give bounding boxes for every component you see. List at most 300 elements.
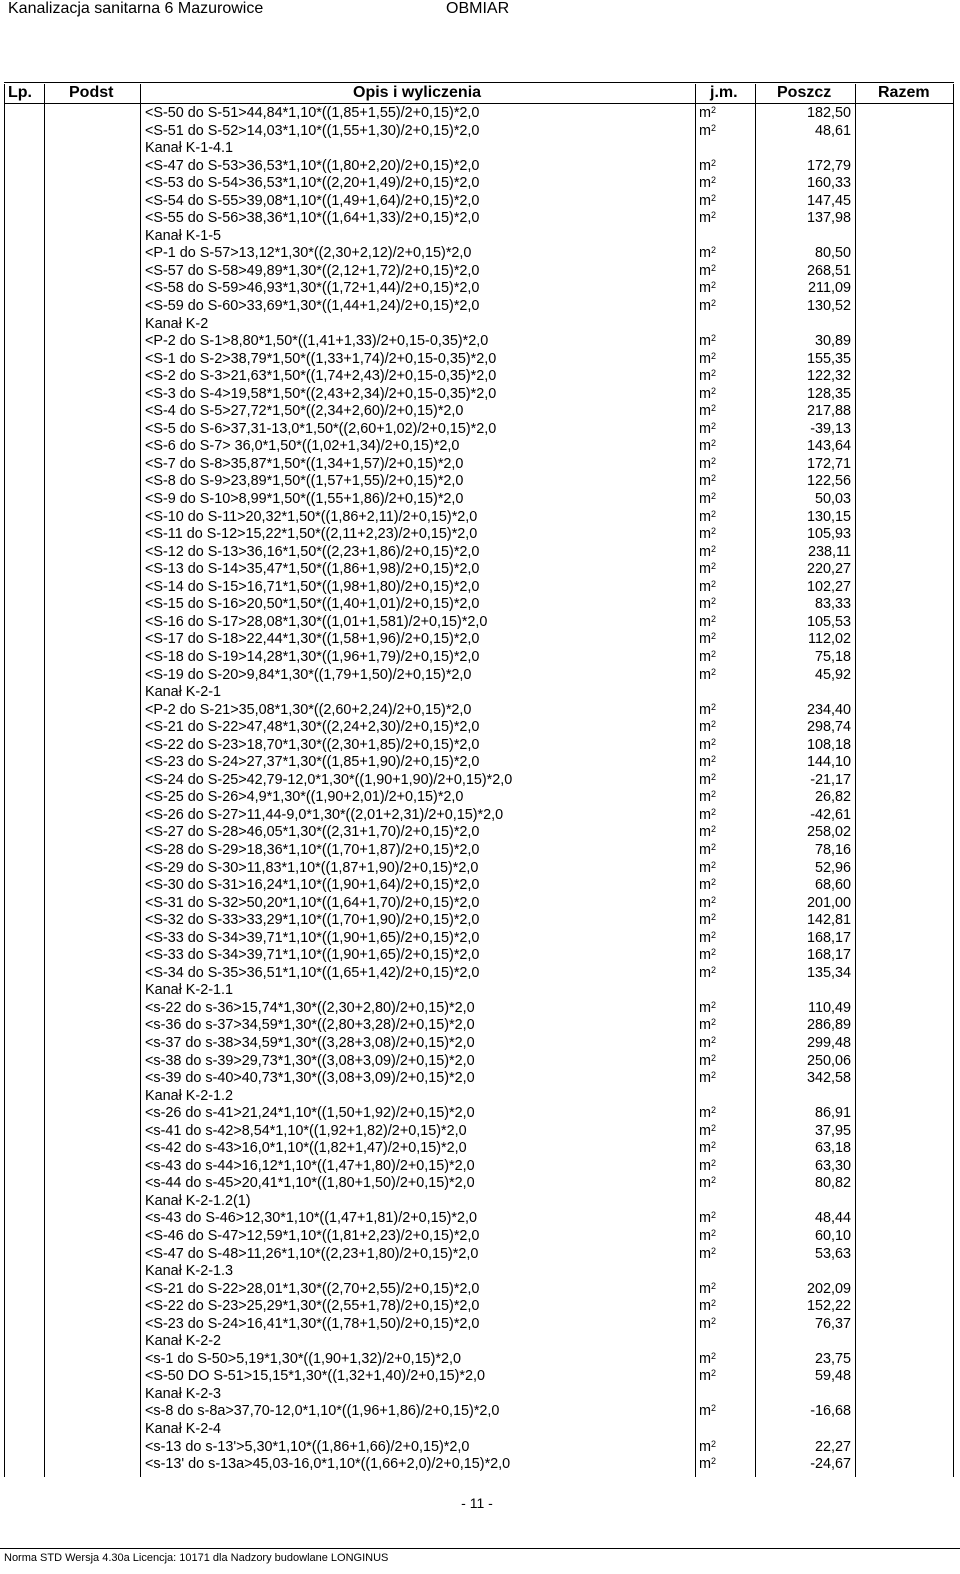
row-unit [699, 403, 716, 421]
row-description: <S-23 do S-24>27,37*1,30*((1,85+1,90)/2+0,15)*2,0 [145, 754, 480, 771]
row-unit-exponent: 2 [711, 1350, 717, 1361]
row-unit-base: m [699, 1438, 711, 1455]
table-row [0, 333, 960, 351]
row-unit-base: m [699, 1368, 711, 1385]
row-unit [699, 860, 716, 878]
row-description: <s-43 do S-46>12,30*1,10*((1,47+1,81)/2+0,15)*2,0 [145, 1210, 478, 1227]
row-description: <S-29 do S-30>11,83*1,10*((1,87+1,90)/2+0,15)*2,0 [145, 859, 479, 876]
row-description: <S-15 do S-16>20,50*1,50*((1,40+1,01)/2+0,15)*2,0 [145, 596, 480, 613]
row-description: <S-22 do S-23>18,70*1,30*((2,30+1,85)/2+0,15)*2,0 [145, 736, 480, 753]
row-unit-exponent: 2 [711, 403, 717, 414]
row-unit-exponent: 2 [711, 1070, 717, 1081]
row-quantity: 152,22 [806, 1298, 851, 1315]
row-quantity: 110,49 [808, 999, 851, 1016]
row-unit [699, 737, 716, 755]
row-unit-exponent: 2 [711, 105, 717, 115]
row-description: <S-7 do S-8>35,87*1,50*((1,34+1,57)/2+0,15)*2,0 [145, 455, 464, 472]
row-description: <S-47 do S-53>36,53*1,10*((1,80+2,20)/2+0,15)*2,0 [145, 157, 480, 174]
row-unit [699, 105, 716, 123]
row-description: <S-11 do S-12>15,22*1,50*((2,11+2,23)/2+0,15)*2,0 [145, 526, 478, 543]
table-row [0, 807, 960, 825]
row-quantity: 168,17 [806, 929, 851, 946]
row-quantity: 342,58 [806, 1070, 851, 1087]
table-row [0, 1210, 960, 1228]
row-unit-exponent: 2 [711, 280, 717, 291]
table-row [0, 456, 960, 474]
row-unit-base: m [699, 543, 711, 560]
row-unit-exponent: 2 [711, 333, 717, 344]
row-unit [699, 631, 716, 649]
row-unit-exponent: 2 [711, 210, 717, 221]
row-unit [699, 386, 716, 404]
header-lp: Lp. [8, 84, 32, 101]
row-unit [699, 912, 716, 930]
row-unit [699, 1158, 716, 1176]
row-unit-base: m [699, 859, 711, 876]
footer-divider [0, 1548, 960, 1549]
row-unit-base: m [699, 719, 711, 736]
row-description: Kanał K-2-1.1 [145, 982, 233, 999]
row-unit [699, 1123, 716, 1141]
table-row [0, 544, 960, 562]
row-unit-exponent: 2 [711, 701, 717, 712]
row-quantity: 23,75 [814, 1350, 851, 1367]
row-unit-exponent: 2 [711, 877, 717, 888]
row-unit-base: m [699, 1034, 711, 1051]
row-quantity: 30,89 [814, 333, 851, 350]
row-unit [699, 245, 716, 263]
row-unit-base: m [699, 1052, 711, 1069]
row-quantity: 172,79 [806, 157, 851, 174]
row-unit-base: m [699, 1456, 711, 1473]
table-row [0, 263, 960, 281]
row-description: <s-42 do s-43>16,0*1,10*((1,82+1,47)/2+0,15)*2,0 [145, 1140, 467, 1157]
row-unit-base: m [699, 1298, 711, 1315]
table-row [0, 719, 960, 737]
row-quantity: 211,09 [808, 280, 851, 297]
row-description: <S-28 do S-29>18,36*1,10*((1,70+1,87)/2+0,15)*2,0 [145, 841, 480, 858]
row-quantity: 86,91 [814, 1105, 851, 1122]
row-unit-base: m [699, 648, 711, 665]
row-unit-base: m [699, 736, 711, 753]
row-unit-exponent: 2 [711, 964, 717, 975]
table-row [0, 912, 960, 930]
row-unit [699, 877, 716, 895]
table-row [0, 1140, 960, 1158]
row-unit [699, 1070, 716, 1088]
row-unit [699, 596, 716, 614]
row-unit-exponent: 2 [711, 666, 717, 677]
row-quantity: 143,64 [806, 438, 851, 455]
row-quantity: 299,48 [806, 1034, 851, 1051]
row-quantity: -16,68 [810, 1403, 851, 1420]
row-unit-base: m [699, 438, 711, 455]
row-unit-exponent: 2 [711, 859, 717, 870]
row-description: <s-36 do s-37>34,59*1,30*((2,80+3,28)/2+0,15)*2,0 [145, 1017, 475, 1034]
row-unit [699, 298, 716, 316]
table-header-border [4, 103, 954, 104]
row-quantity: 68,60 [814, 877, 851, 894]
row-unit-base: m [699, 192, 711, 209]
table-row [0, 1175, 960, 1193]
row-unit [699, 1368, 716, 1386]
row-unit-exponent: 2 [711, 420, 717, 431]
table-row [0, 877, 960, 895]
row-unit [699, 614, 716, 632]
table-row [0, 1017, 960, 1035]
row-unit [699, 965, 716, 983]
row-unit [699, 754, 716, 772]
header-poszcz: Poszcz [777, 84, 832, 101]
row-unit-exponent: 2 [711, 929, 717, 940]
row-unit-exponent: 2 [711, 245, 717, 256]
row-quantity: 60,10 [814, 1228, 851, 1244]
row-unit-exponent: 2 [711, 491, 717, 502]
row-description: <S-33 do S-34>39,71*1,10*((1,90+1,65)/2+0,15)*2,0 [145, 947, 480, 964]
row-description: <S-50 do S-51>44,84*1,10*((1,85+1,55)/2+0,15)*2,0 [145, 105, 480, 121]
row-unit-exponent: 2 [711, 806, 717, 817]
row-unit-base: m [699, 789, 711, 806]
row-unit-exponent: 2 [711, 1105, 717, 1116]
table-row [0, 245, 960, 263]
row-unit [699, 1105, 716, 1123]
table-row [0, 1403, 960, 1421]
row-unit-exponent: 2 [711, 1034, 717, 1045]
row-quantity: 105,93 [806, 526, 851, 543]
row-quantity: 217,88 [806, 403, 851, 420]
row-unit-base: m [699, 122, 711, 139]
row-unit-base: m [699, 596, 711, 613]
row-unit-exponent: 2 [711, 771, 717, 782]
table-row [0, 789, 960, 807]
table-row [0, 1035, 960, 1053]
row-unit-exponent: 2 [711, 912, 717, 923]
table-row [0, 649, 960, 667]
row-unit [699, 175, 716, 193]
table-row [0, 1193, 960, 1211]
row-unit [699, 947, 716, 965]
row-unit [699, 719, 716, 737]
row-description: <S-26 do S-27>11,44-9,0*1,30*((2,01+2,31)/2+0,15)*2,0 [145, 806, 504, 823]
row-quantity: -42,61 [810, 806, 851, 823]
row-description: <S-21 do S-22>47,48*1,30*((2,24+2,30)/2+0,15)*2,0 [145, 719, 480, 736]
row-unit-exponent: 2 [711, 1298, 717, 1309]
row-description: <S-51 do S-52>14,03*1,10*((1,55+1,30)/2+0,15)*2,0 [145, 122, 480, 139]
row-quantity: 168,17 [806, 947, 851, 964]
row-unit [699, 1210, 716, 1228]
row-unit-base: m [699, 298, 711, 315]
row-description: <S-34 do S-35>36,51*1,10*((1,65+1,42)/2+0,15)*2,0 [145, 964, 480, 981]
table-row [0, 667, 960, 685]
row-unit-base: m [699, 403, 711, 420]
table-row [0, 982, 960, 1000]
row-unit-exponent: 2 [711, 473, 717, 484]
row-unit [699, 807, 716, 825]
row-unit-exponent: 2 [711, 526, 717, 537]
row-description: Kanał K-2-1.3 [145, 1263, 233, 1280]
row-unit-base: m [699, 1210, 711, 1227]
row-unit [699, 1140, 716, 1158]
row-quantity: 128,35 [806, 385, 851, 402]
row-unit [699, 561, 716, 579]
row-unit-exponent: 2 [711, 894, 717, 905]
row-unit-exponent: 2 [711, 1280, 717, 1291]
row-unit [699, 491, 716, 509]
table-row [0, 298, 960, 316]
table-row [0, 1421, 960, 1439]
table-row [0, 403, 960, 421]
row-unit-exponent: 2 [711, 754, 717, 765]
row-unit [699, 824, 716, 842]
row-unit-base: m [699, 1315, 711, 1332]
header-jm: j.m. [710, 84, 738, 101]
row-unit [699, 579, 716, 597]
row-unit-exponent: 2 [711, 947, 717, 958]
row-quantity: 59,48 [814, 1368, 851, 1385]
table-row [0, 1368, 960, 1386]
row-unit-base: m [699, 877, 711, 894]
row-unit-base: m [699, 1140, 711, 1157]
row-description: Kanał K-2-3 [145, 1385, 221, 1402]
row-description: <s-1 do S-50>5,19*1,30*((1,90+1,32)/2+0,15)*2,0 [145, 1350, 462, 1367]
table-row [0, 1439, 960, 1457]
row-unit-base: m [699, 929, 711, 946]
row-unit-base: m [699, 1122, 711, 1139]
row-unit [699, 842, 716, 860]
page-number: - 11 - [461, 1495, 493, 1511]
row-description: Kanał K-2 [145, 315, 209, 332]
header-opis: Opis i wyliczenia [353, 84, 482, 101]
row-unit [699, 421, 716, 439]
row-unit-exponent: 2 [711, 1017, 717, 1028]
row-quantity: 83,33 [814, 596, 851, 613]
row-quantity: 130,52 [806, 298, 851, 315]
row-unit-exponent: 2 [711, 508, 717, 519]
row-description: <S-13 do S-14>35,47*1,50*((1,86+1,98)/2+0,15)*2,0 [145, 561, 480, 578]
row-description: <S-25 do S-26>4,9*1,30*((1,90+2,01)/2+0,15)*2,0 [145, 789, 464, 806]
row-unit-exponent: 2 [711, 1245, 717, 1256]
row-unit-exponent: 2 [711, 578, 717, 589]
row-unit-base: m [699, 894, 711, 911]
row-description: <S-53 do S-54>36,53*1,10*((2,20+1,49)/2+0,15)*2,0 [145, 175, 480, 192]
table-row [0, 280, 960, 298]
row-quantity: 182,50 [806, 105, 851, 121]
table-row [0, 631, 960, 649]
row-unit-base: m [699, 912, 711, 929]
row-quantity: 258,02 [806, 824, 851, 841]
row-description: <s-38 do s-39>29,73*1,30*((3,08+3,09)/2+0,15)*2,0 [145, 1052, 475, 1069]
row-unit [699, 1281, 716, 1299]
row-unit [699, 1228, 716, 1246]
row-quantity: 234,40 [806, 701, 851, 718]
row-unit [699, 1035, 716, 1053]
row-description: Kanał K-2-1.2(1) [145, 1192, 251, 1209]
row-unit [699, 930, 716, 948]
table-row [0, 1333, 960, 1351]
row-quantity: 250,06 [806, 1052, 851, 1069]
row-description: <S-21 do S-22>28,01*1,30*((2,70+2,55)/2+0,15)*2,0 [145, 1280, 480, 1297]
row-unit [699, 544, 716, 562]
row-quantity: 53,63 [814, 1245, 851, 1262]
table-row [0, 316, 960, 334]
row-description: <s-13' do s-13a>45,03-16,0*1,10*((1,66+2,0)/2+0,15)*2,0 [145, 1456, 511, 1473]
row-unit-exponent: 2 [711, 175, 717, 186]
row-unit [699, 772, 716, 790]
table-row [0, 1123, 960, 1141]
row-quantity: 298,74 [806, 719, 851, 736]
row-unit [699, 1175, 716, 1193]
row-description: <S-6 do S-7> 36,0*1,50*((1,02+1,34)/2+0,15)*2,0 [145, 438, 460, 455]
table-row [0, 1070, 960, 1088]
row-description: <S-1 do S-2>38,79*1,50*((1,33+1,74)/2+0,15-0,35)*2,0 [145, 350, 497, 367]
table-row [0, 842, 960, 860]
table-row [0, 1158, 960, 1176]
row-description: <s-44 do s-45>20,41*1,10*((1,80+1,50)/2+0,15)*2,0 [145, 1175, 475, 1192]
row-unit-exponent: 2 [711, 1157, 717, 1168]
row-description: <S-50 DO S-51>15,15*1,30*((1,32+1,40)/2+0,15)*2,0 [145, 1368, 486, 1385]
row-description: <s-22 do s-36>15,74*1,30*((2,30+2,80)/2+0,15)*2,0 [145, 999, 475, 1016]
row-unit-base: m [699, 666, 711, 683]
row-unit-exponent: 2 [711, 368, 717, 379]
row-description: <S-30 do S-31>16,24*1,10*((1,90+1,64)/2+0,15)*2,0 [145, 877, 480, 894]
row-description: <S-8 do S-9>23,89*1,50*((1,57+1,55)/2+0,15)*2,0 [145, 473, 464, 490]
row-unit-base: m [699, 701, 711, 718]
row-unit-base: m [699, 841, 711, 858]
row-unit-exponent: 2 [711, 1122, 717, 1133]
row-description: <S-31 do S-32>50,20*1,10*((1,64+1,70)/2+0,15)*2,0 [145, 894, 480, 911]
row-unit-base: m [699, 1070, 711, 1087]
row-quantity: 142,81 [806, 912, 851, 929]
table-row [0, 596, 960, 614]
row-unit [699, 1439, 716, 1457]
row-description: <S-23 do S-24>16,41*1,30*((1,78+1,50)/2+0,15)*2,0 [145, 1315, 480, 1332]
row-description: Kanał K-2-4 [145, 1421, 221, 1438]
table-row [0, 561, 960, 579]
row-unit-base: m [699, 771, 711, 788]
table-row [0, 491, 960, 509]
row-unit-base: m [699, 175, 711, 192]
row-quantity: 78,16 [814, 841, 851, 858]
table-row [0, 895, 960, 913]
row-unit-base: m [699, 420, 711, 437]
table-row [0, 526, 960, 544]
row-unit-exponent: 2 [711, 1052, 717, 1063]
row-unit-exponent: 2 [711, 824, 717, 835]
row-unit-base: m [699, 578, 711, 595]
row-unit-base: m [699, 105, 711, 121]
row-quantity: 105,53 [806, 613, 851, 630]
row-quantity: 155,35 [806, 350, 851, 367]
row-unit-base: m [699, 824, 711, 841]
table-row [0, 228, 960, 246]
header-razem: Razem [878, 84, 930, 101]
table-row [0, 351, 960, 369]
row-unit-exponent: 2 [711, 122, 717, 133]
row-unit [699, 1017, 716, 1035]
table-row [0, 1088, 960, 1106]
table-row [0, 105, 960, 123]
row-unit [699, 1298, 716, 1316]
table-row [0, 1281, 960, 1299]
row-description: <S-32 do S-33>33,29*1,10*((1,70+1,90)/2+0,15)*2,0 [145, 912, 480, 929]
row-unit-base: m [699, 1228, 711, 1244]
row-description: <S-12 do S-13>36,16*1,50*((2,23+1,86)/2+0,15)*2,0 [145, 543, 480, 560]
table-row [0, 1105, 960, 1123]
row-unit-exponent: 2 [711, 438, 717, 449]
table-row [0, 1386, 960, 1404]
row-unit [699, 789, 716, 807]
row-quantity: 112,02 [808, 631, 851, 648]
row-unit-base: m [699, 1350, 711, 1367]
row-quantity: 22,27 [814, 1438, 851, 1455]
row-unit [699, 368, 716, 386]
table-row [0, 438, 960, 456]
row-unit-exponent: 2 [711, 613, 717, 624]
table-row [0, 175, 960, 193]
row-description: <S-14 do S-15>16,71*1,50*((1,98+1,80)/2+0,15)*2,0 [145, 578, 480, 595]
row-unit-base: m [699, 613, 711, 630]
table-row [0, 1246, 960, 1264]
table-row [0, 210, 960, 228]
row-description: <S-10 do S-11>20,32*1,50*((1,86+2,11)/2+0,15)*2,0 [145, 508, 478, 525]
table-row [0, 737, 960, 755]
row-description: <S-24 do S-25>42,79-12,0*1,30*((1,90+1,90)/2+0,15)*2,0 [145, 771, 513, 788]
row-unit [699, 1246, 716, 1264]
row-unit [699, 263, 716, 281]
row-description: <P-2 do S-1>8,80*1,50*((1,41+1,33)/2+0,15-0,35)*2,0 [145, 333, 489, 350]
row-description: <s-43 do s-44>16,12*1,10*((1,47+1,80)/2+0,15)*2,0 [145, 1157, 475, 1174]
row-description: <S-47 do S-48>11,26*1,10*((2,23+1,80)/2+0,15)*2,0 [145, 1245, 479, 1262]
table-row [0, 860, 960, 878]
table-row [0, 1351, 960, 1369]
row-unit-base: m [699, 455, 711, 472]
row-unit-base: m [699, 157, 711, 174]
row-unit-exponent: 2 [711, 350, 717, 361]
row-unit-base: m [699, 508, 711, 525]
row-unit-exponent: 2 [711, 1315, 717, 1326]
row-quantity: -24,67 [810, 1456, 851, 1473]
row-quantity: 26,82 [814, 789, 851, 806]
row-quantity: 37,95 [814, 1122, 851, 1139]
row-unit-exponent: 2 [711, 455, 717, 466]
row-unit [699, 509, 716, 527]
table-row [0, 1316, 960, 1334]
row-description: Kanał K-2-2 [145, 1333, 221, 1350]
row-description: <S-27 do S-28>46,05*1,30*((2,31+1,70)/2+0,15)*2,0 [145, 824, 480, 841]
row-quantity: 172,71 [806, 455, 851, 472]
row-unit [699, 1351, 716, 1369]
row-quantity: 48,44 [814, 1210, 851, 1227]
table-row [0, 509, 960, 527]
row-unit [699, 702, 716, 720]
table-row [0, 368, 960, 386]
row-unit-exponent: 2 [711, 1228, 717, 1238]
row-quantity: 75,18 [814, 648, 851, 665]
table-row [0, 421, 960, 439]
table-row [0, 684, 960, 702]
row-unit-base: m [699, 999, 711, 1016]
row-unit-base: m [699, 333, 711, 350]
row-unit-base: m [699, 1105, 711, 1122]
row-unit-base: m [699, 1017, 711, 1034]
row-description: <S-54 do S-55>39,08*1,10*((1,49+1,64)/2+0,15)*2,0 [145, 192, 480, 209]
row-quantity: 160,33 [806, 175, 851, 192]
row-description: <S-5 do S-6>37,31-13,0*1,50*((2,60+1,02)/2+0,15)*2,0 [145, 420, 497, 437]
table-row [0, 140, 960, 158]
row-description: Kanał K-2-1.2 [145, 1087, 233, 1104]
row-unit [699, 210, 716, 228]
row-description: <S-58 do S-59>46,93*1,30*((1,72+1,44)/2+0,15)*2,0 [145, 280, 480, 297]
